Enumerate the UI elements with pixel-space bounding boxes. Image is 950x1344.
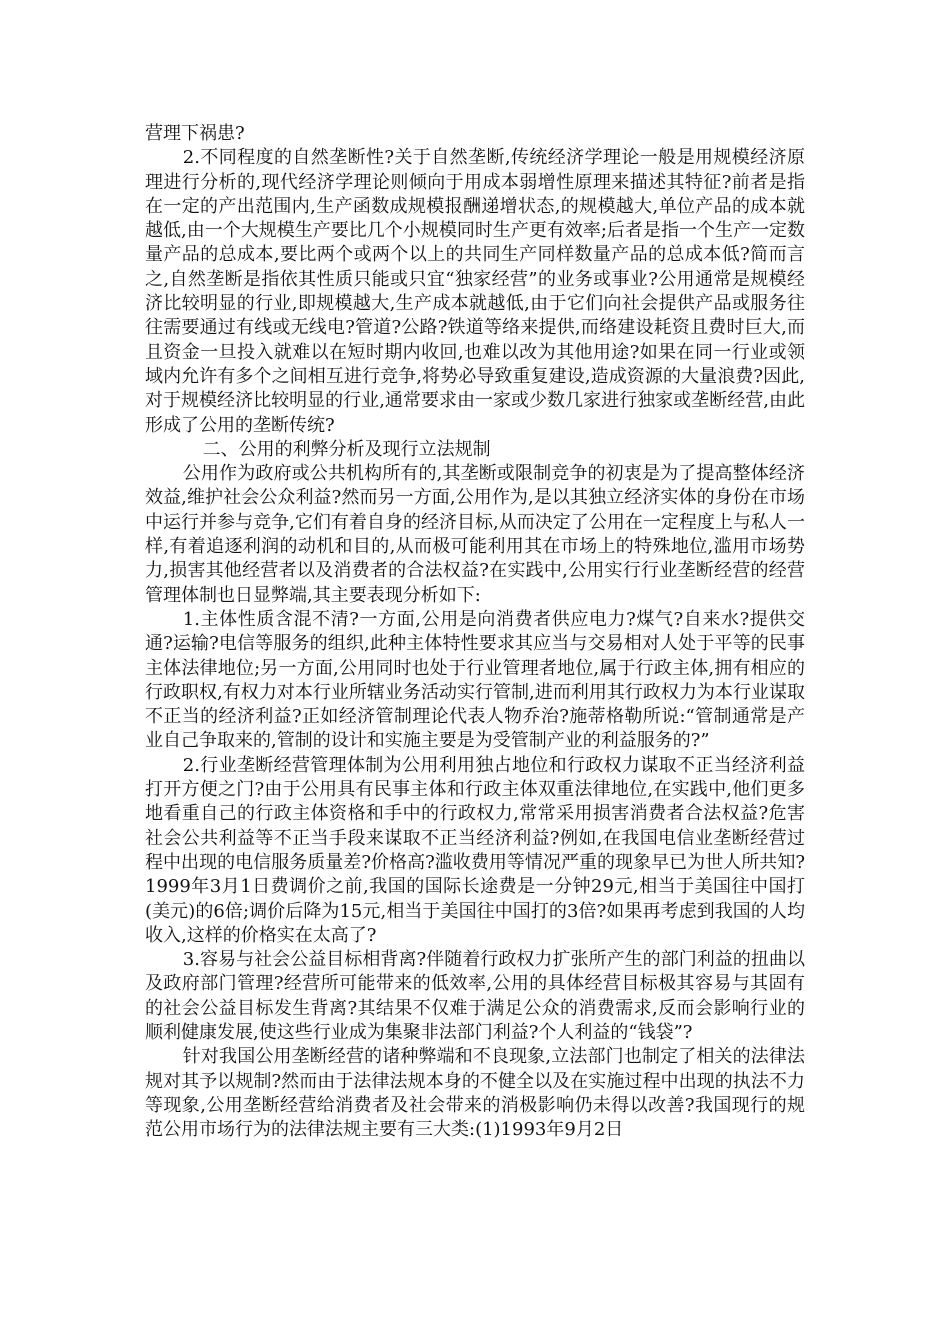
paragraph-point-2: 2.行业垄断经营管理体制为公用利用独占地位和行政权力谋取不正当经济利益打开方便之门?由于公用具有民事主体和行政主体双重法律地位,在实践中,他们更多地看重自己的行政主体资格和手中的行政权力,常常采用损害消费者合法权益?危害社会公共利益等不正当手段来谋取不正当经济利益?例如,在我国电信业垄断经营过程中出现的电信服务质量差?价格高?滥收费用等情况严重的现象早已为世人所共知?1999年3月1日费调价之前,我国的国际长途费是一分钟29元,相当于美国往中国打(美元)的6倍;调价后降为15元,相当于美国往中国打的3倍?如果再考虑到我国的人均收入,这样的价格实在太高了?	[145, 754, 805, 946]
paragraph-point-1: 1.主体性质含混不清?一方面,公用是向消费者供应电力?煤气?自来水?提供交通?运输?电信等服务的组织,此种主体特性要求其应当与交易相对人处于平等的民事主体法律地位;另一方面,公用同时也处于行业管理者地位,属于行政主体,拥有相应的行政职权,有权力对本行业所辖业务活动实行管制,进而利用其行政权力为本行业谋取不正当的经济利益?正如经济管制理论代表人物乔治?施蒂格勒所说:“管制通常是产业自己争取来的,管制的设计和实施主要是为受管制产业的利益服务的?”	[145, 608, 805, 752]
paragraph-natural-monopoly: 2.不同程度的自然垄断性?关于自然垄断,传统经济学理论一般是用规模经济原理进行分析的,现代经济学理论则倾向于用成本弱增性原理来描述其特征?前者是指在一定的产出范围内,生产函数成规模报酬递增状态,的规模越大,单位产品的成本就越低,由一个大规模生产要比几个小规模同时生产更有效率;后者是指一个生产一定数量产品的总成本,要比两个或两个以上的共同生产同样数量产品的总成本低?简而言之,自然垄断是指依其性质只能或只宜“独家经营”的业务或事业?公用通常是规模经济比较明显的行业,即规模越大,生产成本就越低,由于它们向社会提供产品或服务往往需要通过有线或无线电?管道?公路?铁道等络来提供,而络建设耗资且费时巨大,而且资金一旦投入就难以在短时期内收回,也难以改为其他用途?如果在同一行业或领域内允许有多个之间相互进行竞争,将势必导致重复建设,造成资源的大量浪费?因此,对于规模经济比较明显的行业,通常要求由一家或少数几家进行独家或垄断经营,由此形成了公用的垄断传统?	[145, 147, 805, 436]
document-body	[145, 122, 805, 1142]
paragraph-continuation: 营理下祸患?	[145, 123, 245, 144]
paragraph-legislation: 针对我国公用垄断经营的诸种弊端和不良现象,立法部门也制定了相关的法律法规对其予以规制?然而由于法律法规本身的不健全以及在实施过程中出现的执法不力等现象,公用垄断经营给消费者及社会带来的消极影响仍未得以改善?我国现行的规范公用市场行为的法律法规主要有三大类:(1)1993年9月2日	[145, 1046, 805, 1141]
section-heading: 二、公用的利弊分析及现行立法规制	[202, 438, 491, 460]
paragraph-intro-analysis: 公用作为政府或公共机构所有的,其垄断或限制竞争的初衷是为了提高整体经济效益,维护社会公众利益?然而另一方面,公用作为,是以其独立经济实体的身份在市场中运行并参与竞争,它们有着自身的经济目标,从而决定了公用在一定程度上与私人一样,有着追逐利润的动机和目的,从而极可能利用其在市场上的特殊地位,滥用市场势力,损害其他经营者以及消费者的合法权益?在实践中,公用实行行业垄断经营的经营管理体制也日显弊端,其主要表现分析如下:	[145, 463, 805, 606]
paragraph-point-3: 3.容易与社会公益目标相背离?伴随着行政权力扩张所产生的部门利益的扭曲以及政府部门管理?经营所可能带来的低效率,公用的具体经营目标极其容易与其固有的社会公益目标发生背离?其结果不仅难于满足公众的消费需求,反而会影响行业的顺利健康发展,使这些行业成为集聚非法部门利益?个人利益的“钱袋”?	[145, 949, 805, 1043]
